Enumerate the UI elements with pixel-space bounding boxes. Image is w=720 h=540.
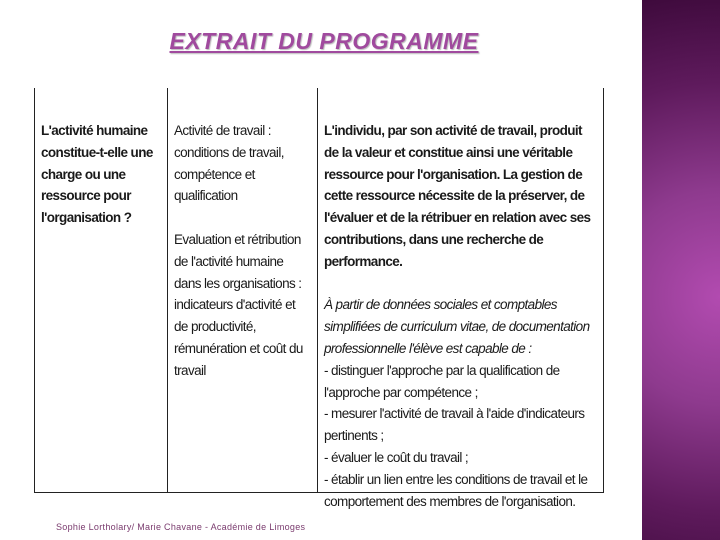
capacities-intro: À partir de données sociales et comptables simplifiées de curriculum vitae, de documentation professionnelle l'élève est capable de : [324,297,590,356]
capacity-item: - établir un lien entre les conditions de travail et le comportement des membres de l'organisation. [324,471,588,509]
capacity-item: - distinguer l'approche par la qualification de l'approche par compétence ; [324,362,560,400]
capacity-item: - mesurer l'activité de travail à l'aide d'indicateurs pertinents ; [324,406,585,444]
capacity-item: - évaluer le coût du travail ; [324,449,469,465]
slide-title: EXTRAIT DU PROGRAMME [169,28,479,54]
notions-cell [167,88,317,492]
footer-credits: Sophie Lortholary/ Marie Chavane - Académie de Limoges [56,522,306,532]
decorative-side-panel [642,0,720,540]
notion-2: Evaluation et rétribution de l'activité humaine dans les organisations : indicateurs d'activité et de productivité, rémunération et coût du travail [174,231,303,378]
theme-cell: L'activité humaine constitue-t-elle une charge ou une ressource pour l'organisation ? [41,123,153,226]
program-table [34,88,604,509]
context-intro: L'individu, par son activité de travail, produit de la valeur et constitue ainsi une véritable ressource pour l'organisation. La gestion de cette ressource nécessite de la préserver, de l'évaluer et de la rétribuer en relation avec ses contributions, dans une recherche de performance. [324,123,591,269]
notion-1: Activité de travail : conditions de travail, compétence et qualification [174,123,284,204]
context-cell [317,88,603,509]
